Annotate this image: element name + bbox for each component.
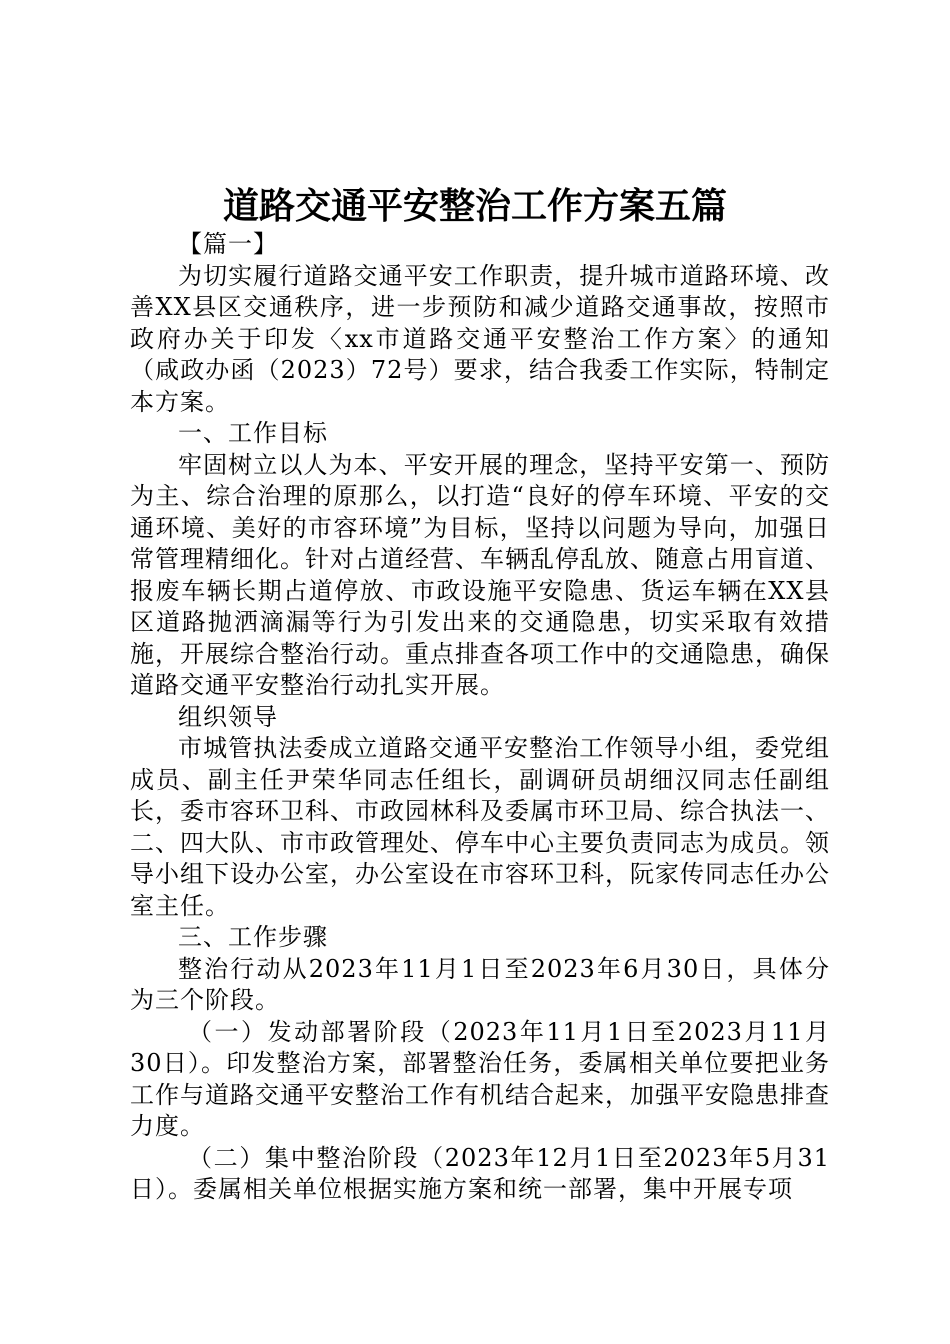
paragraph-stage-one: （一）发动部署阶段（2023年11月1日至2023月11月30日）。印发整治方案，部署整治任务，委属相关单位要把业务工作与道路交通平安整治工作有机结合起来，加强平安隐患排查力度。 [130,1017,830,1140]
heading-organization: 组织领导 [178,702,278,731]
heading-work-goals: 一、工作目标 [178,419,328,447]
paragraph-stage-two: （二）集中整治阶段（2023年12月1日至2023年5月31日）。委属相关单位根据实施方案和统一部署，集中开展专项 [130,1143,830,1203]
paragraph-work-goals: 牢固树立以人为本、平安开展的理念，坚持平安第一、预防为主、综合治理的原那么，以打造“良好的停车环境、平安的交通环境、美好的市容环境”为目标，坚持以问题为导向，加强日常管理精细化。针对占道经营、车辆乱停乱放、随意占用盲道、报废车辆长期占道停放、市政设施平安隐患、货运车辆在XX县区道路抛洒滴漏等行为引发出来的交通隐患，切实采取有效措施，开展综合整治行动。重点排查各项工作中的交通隐患，确保道路交通平安整治行动扎实开展。 [130,450,830,699]
document-body [130,229,830,1206]
document-title: 道路交通平安整治工作方案五篇 [222,186,727,227]
paragraph-work-steps: 整治行动从2023年11月1日至2023年6月30日，具体分为三个阶段。 [130,954,830,1014]
paragraph-organization: 市城管执法委成立道路交通平安整治工作领导小组，委党组成员、副主任尹荣华同志任组长，副调研员胡细汉同志任副组长，委市容环卫科、市政园林科及委属市环卫局、综合执法一、二、四大队、市市政管理处、停车中心主要负责同志为成员。领导小组下设办公室，办公室设在市容环卫科，阮家传同志任办公室主任。 [130,734,830,920]
paragraph-intro: 为切实履行道路交通平安工作职责，提升城市道路环境、改善XX县区交通秩序，进一步预防和减少道路交通事故，按照市政府办关于印发〈xx市道路交通平安整治工作方案〉的通知（咸政办函（2023）72号）要求，结合我委工作实际，特制定本方案。 [130,261,830,416]
heading-work-steps: 三、工作步骤 [178,923,328,951]
section-label: 【篇一】 [178,230,278,258]
